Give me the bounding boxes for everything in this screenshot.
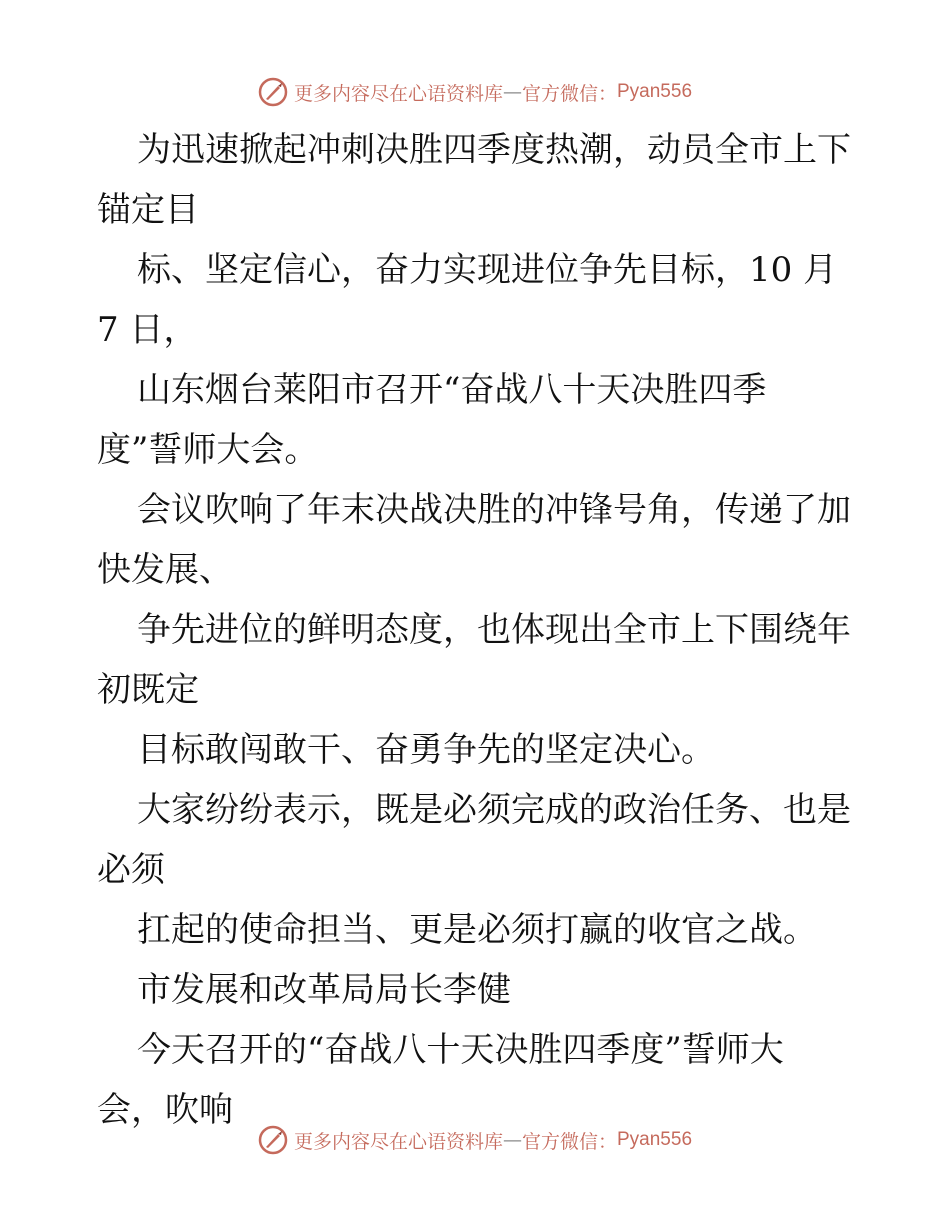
footer-watermark — [0, 1120, 950, 1160]
text-line: 今天召开的“奋战八十天决胜四季度”誓师大 — [137, 1030, 784, 1070]
text-line: 会，吹响 — [97, 1090, 233, 1130]
quill-logo-icon — [258, 1125, 288, 1155]
quill-logo-icon — [258, 77, 288, 107]
text-line: 7 日， — [97, 310, 198, 350]
watermark-suffix-text: 官方微信： — [521, 82, 617, 105]
text-line: 度”誓师大会。 — [97, 430, 319, 470]
header-watermark — [0, 72, 950, 112]
text-line: 标、坚定信心，奋力实现进位争先目标，10 月 — [137, 250, 838, 290]
watermark-main-text: 更多内容尽在心语资料库 — [293, 1130, 503, 1153]
text-line: 争先进位的鲜明态度，也体现出全市上下围绕年 — [137, 610, 851, 650]
watermark-suffix-text: 官方微信： — [521, 1130, 617, 1153]
text-line: 大家纷纷表示，既是必须完成的政治任务、也是 — [137, 790, 851, 830]
text-line: 目标敢闯敢干、奋勇争先的坚定决心。 — [137, 730, 715, 770]
watermark-id-text: Pyan556 — [617, 1129, 693, 1150]
text-line: 山东烟台莱阳市召开“奋战八十天决胜四季 — [137, 370, 767, 410]
text-line: 初既定 — [97, 670, 199, 710]
text-line: 市发展和改革局局长李健 — [137, 970, 511, 1010]
watermark-id-text: Pyan556 — [617, 81, 693, 102]
text-line: 为迅速掀起冲刺决胜四季度热潮，动员全市上下 — [137, 130, 851, 170]
watermark-main-text: 更多内容尽在心语资料库 — [293, 82, 503, 105]
text-line: 快发展、 — [97, 550, 233, 590]
text-line: 锚定目 — [97, 190, 199, 230]
text-line: 必须 — [97, 850, 165, 890]
watermark-separator: — — [502, 81, 522, 103]
document-body — [97, 120, 867, 1140]
text-line: 扛起的使命担当、更是必须打赢的收官之战。 — [137, 910, 817, 950]
watermark-separator: — — [502, 1129, 522, 1151]
text-line: 会议吹响了年末决战决胜的冲锋号角，传递了加 — [137, 490, 851, 530]
